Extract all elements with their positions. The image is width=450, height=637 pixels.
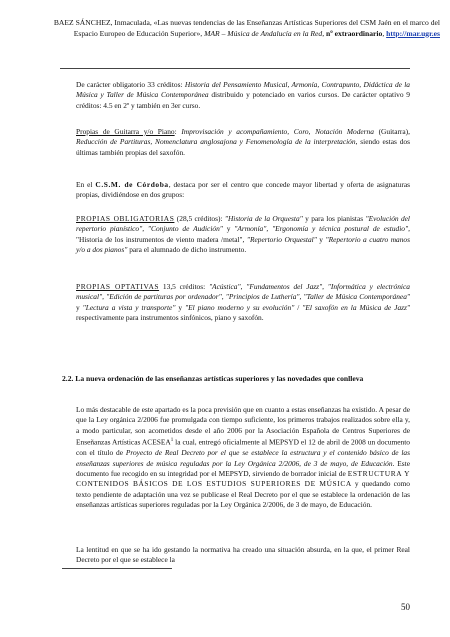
paragraph-destacable: Lo más destacable de este apartado es la poca previsión que en cuanto a estas enseñanzas ha existido. A pesar de que la Ley orgánica 2/2006 fue promulgada con tiempo suficiente, los primeros trabajos realizados sobre ella y, a modo particular, son acometidos desde el año 2006 por la Asociación Española de Centros Superiores de Enseñanzas Artísticas ACESEA$^1$ la cual, entregó oficialmente al MEPSYD el 12 de abril de 2008 un documento con el título de Proyecto de Real Decreto por el que se establece la estructura y el contenido básico de las enseñanzas superiores de música reguladas por la Ley Orgánica 2/2006, de 3 de mayo, de Educación. Este documento fue recogido en su integridad por el MEPSYD, sirviendo de borrador inicial de ESTRUCTURA Y CONTENIDOS BÁSICOS DE LOS ESTUDIOS SUPERIORES DE MÚSICA y quedando como texto pendiente de adaptación una vez se publicase el Real Decreto por el que se establece la ordenación de las enseñanzas artísticas superiores reguladas por la Ley Orgánica 2/2006, de 3 de mayo, de Educación. bbox=[76, 405, 411, 510]
footnote-marker[interactable]: 1 bbox=[170, 438, 174, 444]
section-number: 2.2. bbox=[62, 374, 74, 383]
footnote-rule bbox=[62, 568, 172, 569]
paragraph-propias-optativas: PROPIAS OPTATIVAS 13,5 créditos: "Acústica", "Fundamentos del Jazz", "Informática y electrónica musical", "Edición de partituras por ordenador", "Principios de Luthería", "Taller de Música Contemporánea" y "Lectura a vista y transporte" y "El piano moderno y su evolución" / "El saxofón en la Música de Jazz" respectivamente para instrumentos sinfónicos, piano y saxofón. bbox=[76, 282, 410, 323]
paragraph-cordoba: En el C.S.M. de Córdoba, destaca por ser el centro que concede mayor libertad y oferta de asignaturas propias, dividiéndose en dos grupos: bbox=[76, 180, 410, 200]
paragraph-lentitud: La lentitud en que se ha ido gestando la normativa ha creado una situación absurda, en la que, el primer Real Decreto por el que se establece la bbox=[76, 545, 410, 565]
paragraph-obligatorio: De carácter obligatorio 33 créditos: Historia del Pensamiento Musical, Armonía, Contrapunto, Didáctica de la Música y Taller de Música Contemporánea distribuido y potenciado en varios cursos. De carácter optativo 9 créditos: 4.5 en 2º y también en 3er curso. bbox=[76, 80, 410, 110]
header-authors: BAEZ SÁNCHEZ, Inmaculada, bbox=[53, 18, 154, 27]
page-number: 50 bbox=[401, 602, 410, 612]
running-header: BAEZ SÁNCHEZ, Inmaculada, «Las nuevas tendencias de las Enseñanzas Artísticas Superiores del CSM Jaén en el marco del Espacio Europeo de Educación Superior», MAR – Música de Andalucía en la Red, nº extraordinario, http://mar.ugr.es bbox=[53, 18, 440, 38]
header-issue: nº extraordinario bbox=[326, 28, 383, 38]
section-heading bbox=[62, 374, 410, 384]
header-url-link[interactable]: http://mar.ugr.es bbox=[386, 28, 440, 38]
header-article-title: «Las nuevas tendencias de las Enseñanzas Artísticas Superiores del CSM Jaén en el marco del Espacio Europeo de Educación Superior» bbox=[73, 18, 440, 38]
paragraph-propias-obligatorias: PROPIAS OBLIGATORIAS (28,5 créditos): "Historia de la Orquesta" y para los pianistas "Evolución del repertorio pianístico", "Conjunto de Audición" y "Armonía", "Ergonomía y técnica postural de estudio", "Historia de los instrumentos de viento madera /metal", "Repertorio Orquestal" y "Repertorio a cuatro manos y/o a dos pianos" para el alumnado de dicho instrumento. bbox=[76, 214, 410, 255]
section-title: La nueva ordenación de las enseñanzas artísticas superiores y las novedades que conlleva bbox=[73, 374, 364, 383]
paragraph-guitarra-piano: Propias de Guitarra y/o Piano: Improvisación y acompañamiento, Coro, Notación Moderna (Guitarra), Reducción de Partituras, Nomenclatura anglosajona y Fenomenología de la interpretación, siendo estas dos últimas también propias del saxofón. bbox=[76, 127, 410, 157]
header-rule bbox=[60, 68, 410, 69]
header-journal: MAR – Música de Andalucía en la Red bbox=[204, 28, 323, 38]
